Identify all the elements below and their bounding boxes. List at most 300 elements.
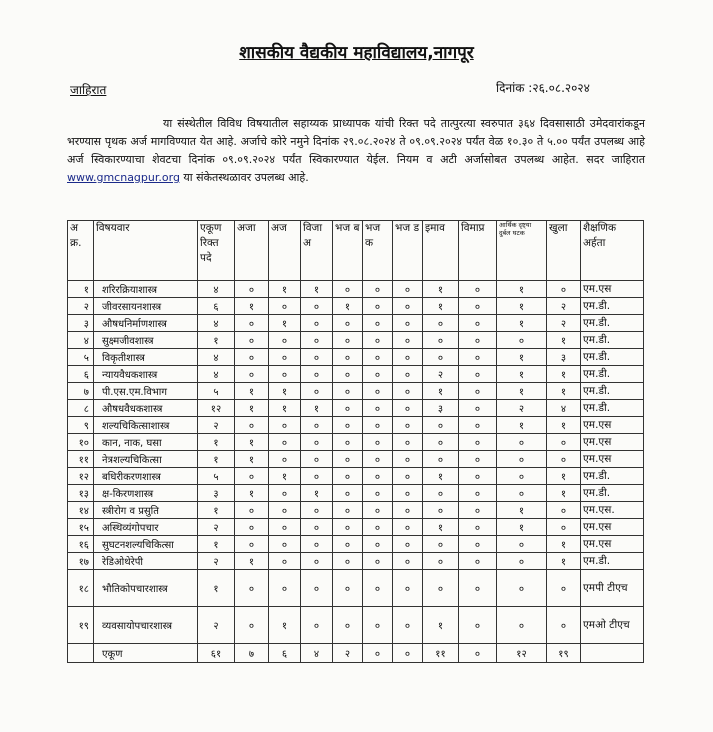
cell-sc: १ [235, 298, 269, 315]
header-ntd: भज ड [393, 221, 423, 281]
total-sbc: ० [459, 644, 497, 663]
cell-sc: ० [235, 349, 269, 366]
cell-sbc: ० [459, 536, 497, 553]
cell-sc: १ [235, 434, 269, 451]
cell-ews: १ [497, 315, 547, 332]
cell-obc: ० [423, 434, 459, 451]
notice-date [496, 79, 590, 96]
cell-ntd: ० [393, 400, 423, 417]
cell-subject: औषधनिर्माणशास्त्र [94, 315, 198, 332]
cell-total: २ [198, 519, 235, 536]
table-row [68, 281, 644, 298]
table-row [68, 553, 644, 570]
cell-ntb: ० [333, 315, 363, 332]
cell-ntc: ० [363, 366, 393, 383]
cell-ntb: ० [333, 349, 363, 366]
cell-ntc: ० [363, 607, 393, 644]
header-ntc: भज क [363, 221, 393, 281]
cell-sc: १ [235, 383, 269, 400]
cell-ntc: ० [363, 298, 393, 315]
cell-ews: ० [497, 332, 547, 349]
total-sc: ७ [235, 644, 269, 663]
cell-ntd: ० [393, 417, 423, 434]
cell-total: २ [198, 553, 235, 570]
cell-sr: ६ [68, 366, 94, 383]
cell-ntb: ० [333, 332, 363, 349]
cell-total: १ [198, 434, 235, 451]
cell-subject: पी.एस.एम.विभाग [94, 383, 198, 400]
table-row [68, 607, 644, 644]
cell-subject: सुक्ष्मजीवशास्त्र [94, 332, 198, 349]
cell-ntc: ० [363, 281, 393, 298]
header-subject: विषयवार [94, 221, 198, 281]
header-open: खुला [547, 221, 581, 281]
header-total-vacancies: एकूण रिक्त पदे [198, 221, 235, 281]
cell-sbc: ० [459, 451, 497, 468]
cell-qual: एम.एस [581, 434, 644, 451]
cell-open: १ [547, 553, 581, 570]
cell-open: ० [547, 570, 581, 607]
cell-obc: १ [423, 281, 459, 298]
cell-qual: एम.एस [581, 451, 644, 468]
table-row [68, 349, 644, 366]
cell-subject: अस्थिव्यंगोपचार [94, 519, 198, 536]
cell-ntb: ० [333, 434, 363, 451]
cell-ews: १ [497, 298, 547, 315]
cell-obc: ० [423, 536, 459, 553]
cell-ews: ० [497, 485, 547, 502]
cell-ntb: ० [333, 468, 363, 485]
cell-sbc: ० [459, 434, 497, 451]
cell-sbc: ० [459, 298, 497, 315]
cell-ntb: ० [333, 502, 363, 519]
cell-sbc: ० [459, 383, 497, 400]
date-label: दिनांक : [496, 81, 533, 95]
cell-qual: एम.डी. [581, 315, 644, 332]
cell-sc: ० [235, 519, 269, 536]
cell-vja: १ [301, 485, 333, 502]
cell-ntb: ० [333, 536, 363, 553]
header-sbc: विमाप्र [459, 221, 497, 281]
cell-sc: ० [235, 315, 269, 332]
cell-vja: ० [301, 383, 333, 400]
total-st: ६ [269, 644, 301, 663]
cell-vja: ० [301, 298, 333, 315]
cell-obc: ० [423, 502, 459, 519]
cell-open: २ [547, 298, 581, 315]
cell-obc: १ [423, 383, 459, 400]
cell-ntd: ० [393, 281, 423, 298]
cell-obc: ० [423, 417, 459, 434]
cell-obc: १ [423, 468, 459, 485]
cell-sbc: ० [459, 570, 497, 607]
table-row [68, 400, 644, 417]
cell-qual: एम.डी. [581, 553, 644, 570]
cell-st: ० [269, 570, 301, 607]
cell-vja: ० [301, 553, 333, 570]
cell-st: ० [269, 451, 301, 468]
cell-sr: १७ [68, 553, 94, 570]
cell-sr: १२ [68, 468, 94, 485]
cell-vja: ० [301, 502, 333, 519]
cell-ntb: ० [333, 366, 363, 383]
cell-sr: ५ [68, 349, 94, 366]
cell-ntd: ० [393, 607, 423, 644]
cell-vja: ० [301, 451, 333, 468]
cell-ntd: ० [393, 315, 423, 332]
cell-sc: ० [235, 366, 269, 383]
cell-open: २ [547, 315, 581, 332]
cell-sr: ७ [68, 383, 94, 400]
table-body [68, 281, 644, 663]
cell-sbc: ० [459, 468, 497, 485]
cell-total: ४ [198, 281, 235, 298]
cell-ntc: ० [363, 349, 393, 366]
cell-qual: एम.डी. [581, 468, 644, 485]
cell-st: ० [269, 417, 301, 434]
cell-sr: ४ [68, 332, 94, 349]
cell-obc: ० [423, 315, 459, 332]
cell-open: १ [547, 332, 581, 349]
cell-st: १ [269, 400, 301, 417]
cell-ews: ० [497, 553, 547, 570]
total-ews: १२ [497, 644, 547, 663]
cell-ntb: ० [333, 485, 363, 502]
cell-total: २ [198, 607, 235, 644]
cell-open: ० [547, 434, 581, 451]
cell-ntd: ० [393, 536, 423, 553]
table-row [68, 366, 644, 383]
cell-subject: सुघटनशल्यचिकित्सा [94, 536, 198, 553]
table-row [68, 383, 644, 400]
cell-subject: जीवरसायनशास्त्र [94, 298, 198, 315]
cell-ntc: ० [363, 468, 393, 485]
table-header-row [68, 221, 644, 281]
table-row [68, 536, 644, 553]
cell-total: ६ [198, 298, 235, 315]
cell-obc: ० [423, 553, 459, 570]
cell-ntc: ० [363, 502, 393, 519]
cell-open: ४ [547, 400, 581, 417]
cell-qual: एम.डी. [581, 485, 644, 502]
cell-sc: ० [235, 417, 269, 434]
cell-st: ० [269, 536, 301, 553]
total-ntd: ० [393, 644, 423, 663]
cell-ntd: ० [393, 502, 423, 519]
cell-total: ४ [198, 349, 235, 366]
header-ntb: भज ब [333, 221, 363, 281]
cell-qual: एम.डी. [581, 332, 644, 349]
cell-total: ४ [198, 315, 235, 332]
cell-total: १ [198, 502, 235, 519]
cell-ews: १ [497, 417, 547, 434]
header-sc: अजा [235, 221, 269, 281]
cell-sr: २ [68, 298, 94, 315]
cell-subject: शरिरक्रियाशास्त्र [94, 281, 198, 298]
cell-ews: १ [497, 366, 547, 383]
cell-sr: ९ [68, 417, 94, 434]
cell-ntd: ० [393, 451, 423, 468]
cell-st: ० [269, 485, 301, 502]
cell-ntc: ० [363, 451, 393, 468]
cell-sc: ० [235, 468, 269, 485]
cell-obc: २ [423, 366, 459, 383]
cell-ntb: १ [333, 298, 363, 315]
cell-st: ० [269, 502, 301, 519]
cell-ntd: ० [393, 485, 423, 502]
cell-subject: रेडिओथेरेपी [94, 553, 198, 570]
cell-ntc: ० [363, 383, 393, 400]
cell-sbc: ० [459, 485, 497, 502]
cell-qual: एम.एस [581, 519, 644, 536]
cell-sbc: ० [459, 315, 497, 332]
total-vja: ४ [301, 644, 333, 663]
cell-vja: ० [301, 607, 333, 644]
cell-ntc: ० [363, 315, 393, 332]
cell-ntc: ० [363, 519, 393, 536]
cell-subject: क्ष-किरणशास्त्र [94, 485, 198, 502]
cell-sc: १ [235, 400, 269, 417]
cell-ntc: ० [363, 536, 393, 553]
table-row [68, 519, 644, 536]
cell-ews: ० [497, 536, 547, 553]
cell-sc: ० [235, 607, 269, 644]
cell-sbc: ० [459, 366, 497, 383]
cell-st: १ [269, 281, 301, 298]
table-row [68, 434, 644, 451]
cell-ews: १ [497, 519, 547, 536]
cell-subject: स्त्रीरोग व प्रसुति [94, 502, 198, 519]
cell-open: १ [547, 417, 581, 434]
cell-ntb: ० [333, 417, 363, 434]
total-obc: ११ [423, 644, 459, 663]
cell-st: ० [269, 298, 301, 315]
cell-sbc: ० [459, 417, 497, 434]
cell-open: ० [547, 607, 581, 644]
cell-st: १ [269, 315, 301, 332]
cell-sc: ० [235, 536, 269, 553]
cell-qual: एम.एस [581, 281, 644, 298]
cell-ntd: ० [393, 332, 423, 349]
table-row [68, 502, 644, 519]
cell-obc: ० [423, 332, 459, 349]
cell-ntb: ० [333, 383, 363, 400]
cell-ews: १ [497, 349, 547, 366]
cell-st: ० [269, 434, 301, 451]
cell-vja: ० [301, 519, 333, 536]
header-serial: अ क्र. [68, 221, 94, 281]
table-row [68, 298, 644, 315]
cell-sc: ० [235, 281, 269, 298]
table-row [68, 451, 644, 468]
cell-sr: १९ [68, 607, 94, 644]
cell-vja: ० [301, 349, 333, 366]
cell-ntb: ० [333, 400, 363, 417]
vacancy-table [67, 220, 644, 663]
cell-sbc: ० [459, 281, 497, 298]
cell-ntc: ० [363, 553, 393, 570]
cell-obc: १ [423, 519, 459, 536]
cell-vja: ० [301, 315, 333, 332]
cell-st: ० [269, 553, 301, 570]
cell-total: २ [198, 417, 235, 434]
cell-sr: १६ [68, 536, 94, 553]
cell-total: ५ [198, 468, 235, 485]
cell-total: १ [198, 332, 235, 349]
cell-open: ० [547, 451, 581, 468]
cell-qual: एमपी टीएच [581, 570, 644, 607]
cell-obc: ० [423, 485, 459, 502]
cell-sc: ० [235, 502, 269, 519]
cell-total: ५ [198, 383, 235, 400]
cell-qual: एम.डी. [581, 383, 644, 400]
cell-vja: ० [301, 366, 333, 383]
cell-st: ० [269, 349, 301, 366]
cell-total: १ [198, 451, 235, 468]
cell-qual: एम.डी. [581, 349, 644, 366]
cell-open: ० [547, 502, 581, 519]
cell-ews: ० [497, 451, 547, 468]
cell-ntc: ० [363, 400, 393, 417]
cell-qual: एमओ टीएच [581, 607, 644, 644]
header-vja: विजा अ [301, 221, 333, 281]
cell-qual: एम.डी. [581, 298, 644, 315]
cell-sc: १ [235, 485, 269, 502]
cell-subject: व्यवसायोपचारशास्त्र [94, 607, 198, 644]
cell-st: १ [269, 607, 301, 644]
cell-subject: नेत्रशल्यचिकित्सा [94, 451, 198, 468]
cell-st: ० [269, 519, 301, 536]
cell-sr: १८ [68, 570, 94, 607]
cell-ntb: ० [333, 519, 363, 536]
cell-ntd: ० [393, 570, 423, 607]
cell-ntc: ० [363, 417, 393, 434]
cell-sbc: ० [459, 607, 497, 644]
table-row [68, 417, 644, 434]
cell-sbc: ० [459, 332, 497, 349]
notice-text-end: या संकेतस्थळावर उपलब्ध आहे. [183, 171, 309, 184]
cell-sr: १५ [68, 519, 94, 536]
cell-ntc: ० [363, 485, 393, 502]
notice-paragraph [67, 115, 645, 187]
cell-ntc: ० [363, 570, 393, 607]
header-ews: आर्थिक दृष्ट्या दुर्बल घटक [497, 221, 547, 281]
cell-obc: ३ [423, 400, 459, 417]
cell-sr: १४ [68, 502, 94, 519]
cell-ntb: ० [333, 607, 363, 644]
cell-ntd: ० [393, 468, 423, 485]
page-title: शासकीय वैद्यकीय महाविद्यालय,नागपूर [239, 43, 474, 63]
cell-qual: एम.एस [581, 536, 644, 553]
cell-st: १ [269, 468, 301, 485]
cell-total: १ [198, 536, 235, 553]
date-value: २६.०८.२०२४ [532, 81, 590, 95]
cell-vja: १ [301, 400, 333, 417]
cell-sbc: ० [459, 349, 497, 366]
notice-text: या संस्थेतील विविध विषयातील सहाय्यक प्राध्यापक यांची रिक्त पदे तात्पुरत्या स्वरुपात ३६४ दिवसासाठी उमेदवारांकडून भरण्यास पृथक अर्ज मागविण्यात येत आहे. अर्जाचे कोरे नमुने दिनांक २९.०८.२०२४ ते ०९.०९.२०२४ पर्यंत वेळ १०.३० ते ५.०० पर्यंत उपलब्ध आहे अर्ज स्विकारण्याचा शेवटचा दिनांक ०९.०९.२०२४ पर्यंत स्विकारण्यात येईल. नियम व अटी अर्जासोबत उपलब्ध आहेत. सदर जाहिरात [67, 117, 645, 166]
total-total: ६१ [198, 644, 235, 663]
cell-qual: एम.एस [581, 417, 644, 434]
cell-empty [581, 644, 644, 663]
cell-qual: एम.डी. [581, 366, 644, 383]
cell-ews: ० [497, 607, 547, 644]
cell-ntd: ० [393, 434, 423, 451]
cell-vja: १ [301, 281, 333, 298]
cell-sbc: ० [459, 400, 497, 417]
cell-open: ० [547, 281, 581, 298]
cell-ntb: ० [333, 281, 363, 298]
cell-subject: भौतिकोपचारशास्त्र [94, 570, 198, 607]
total-ntb: २ [333, 644, 363, 663]
cell-ntd: ० [393, 298, 423, 315]
cell-sbc: ० [459, 553, 497, 570]
cell-sr: ११ [68, 451, 94, 468]
cell-vja: ० [301, 332, 333, 349]
cell-ntd: ० [393, 383, 423, 400]
cell-sc: ० [235, 332, 269, 349]
cell-ntc: ० [363, 434, 393, 451]
cell-sr: १३ [68, 485, 94, 502]
cell-subject: विकृतीशास्त्र [94, 349, 198, 366]
cell-open: १ [547, 383, 581, 400]
cell-vja: ० [301, 434, 333, 451]
cell-st: १ [269, 383, 301, 400]
header-obc: इमाव [423, 221, 459, 281]
cell-ntb: ० [333, 451, 363, 468]
cell-sbc: ० [459, 519, 497, 536]
cell-st: ० [269, 366, 301, 383]
cell-ews: १ [497, 502, 547, 519]
total-open: १९ [547, 644, 581, 663]
cell-ews: १ [497, 281, 547, 298]
cell-open: ० [547, 519, 581, 536]
cell-obc: ० [423, 570, 459, 607]
header-st: अज [269, 221, 301, 281]
cell-total: १ [198, 570, 235, 607]
cell-sr: १० [68, 434, 94, 451]
cell-obc: १ [423, 607, 459, 644]
cell-subject: न्यायवैधकशास्त्र [94, 366, 198, 383]
cell-ews: २ [497, 400, 547, 417]
cell-open: १ [547, 485, 581, 502]
cell-open: १ [547, 536, 581, 553]
cell-open: १ [547, 366, 581, 383]
cell-empty [68, 644, 94, 663]
total-label: एकूण [94, 644, 198, 663]
cell-vja: ० [301, 417, 333, 434]
table-row [68, 485, 644, 502]
cell-sc: ० [235, 570, 269, 607]
cell-ntd: ० [393, 553, 423, 570]
cell-sbc: ० [459, 502, 497, 519]
cell-qual: एम.डी. [581, 400, 644, 417]
cell-vja: ० [301, 570, 333, 607]
cell-ntb: ० [333, 570, 363, 607]
cell-subject: कान, नाक, घसा [94, 434, 198, 451]
cell-ews: ० [497, 434, 547, 451]
cell-ews: १ [497, 383, 547, 400]
cell-ntd: ० [393, 349, 423, 366]
cell-ntb: ० [333, 553, 363, 570]
table-row [68, 570, 644, 607]
header-qualification: शैक्षणिक अर्हता [581, 221, 644, 281]
cell-sc: १ [235, 451, 269, 468]
table-row [68, 315, 644, 332]
cell-sc: १ [235, 553, 269, 570]
cell-sr: ३ [68, 315, 94, 332]
website-link[interactable]: www.gmcnagpur.org [67, 171, 180, 184]
total-ntc: ० [363, 644, 393, 663]
